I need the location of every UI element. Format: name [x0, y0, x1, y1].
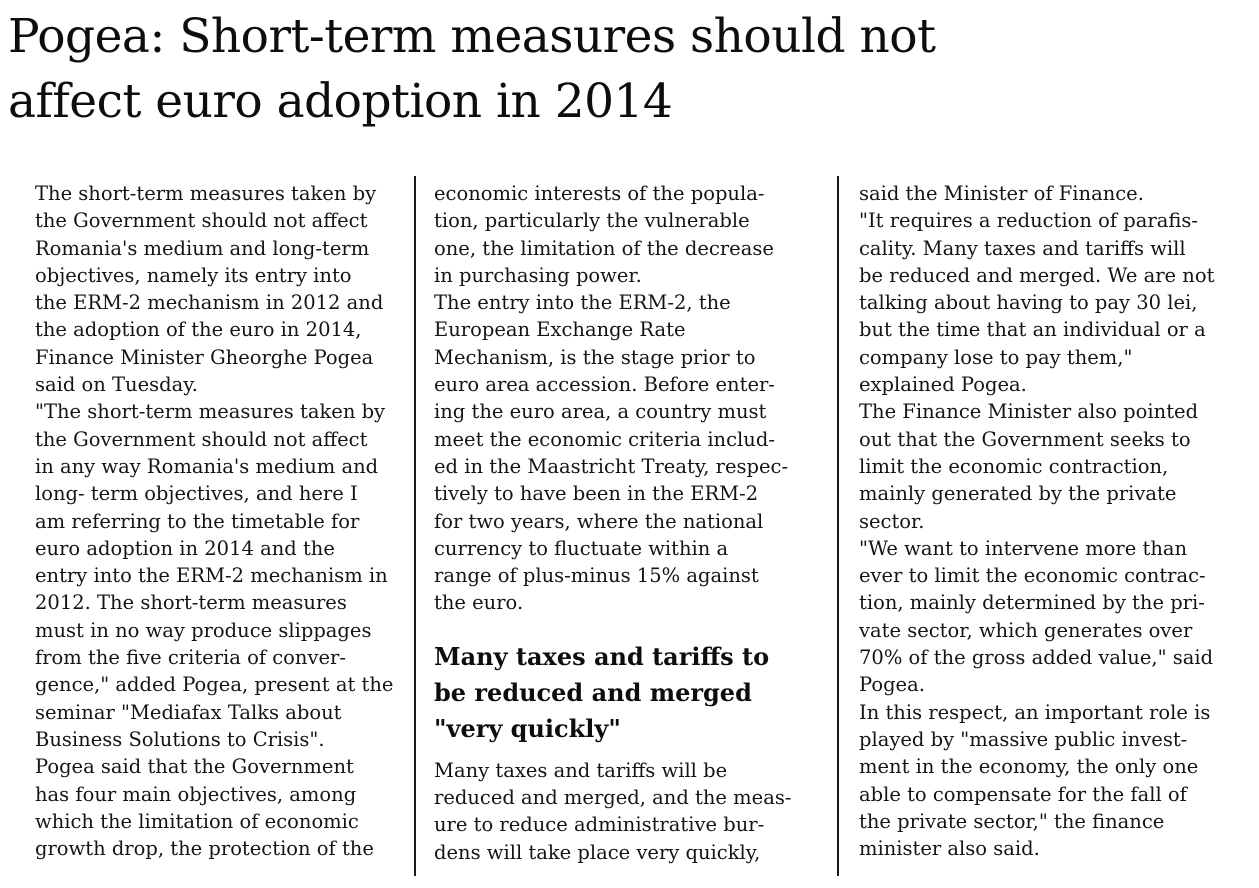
text-line: Pogea.: [859, 673, 925, 697]
text-line: euro adoption in 2014 and the: [35, 536, 335, 560]
text-line: but the time that an individual or a: [859, 318, 1206, 342]
text-line: minister also said.: [859, 837, 1040, 861]
text-line: the private sector," the finance: [859, 809, 1165, 833]
text-line: entry into the ERM-2 mechanism in: [35, 564, 388, 588]
text-line: in purchasing power.: [434, 263, 642, 287]
text-line: ment in the economy, the only one: [859, 755, 1199, 779]
text-line: tion, mainly determined by the pri-: [859, 591, 1205, 615]
text-line: ever to limit the economic contrac-: [859, 564, 1206, 588]
text-line: "It requires a reduction of parafis-: [859, 209, 1198, 233]
column-2-body-top: [434, 180, 818, 617]
text-line: ed in the Maastricht Treaty, respec-: [434, 454, 789, 478]
text-line: company lose to pay them,": [859, 345, 1133, 369]
text-line: out that the Government seeks to: [859, 427, 1191, 451]
text-line: euro area accession. Before enter-: [434, 373, 775, 397]
text-line: the Government should not affect: [35, 209, 368, 233]
text-line: economic interests of the popula-: [434, 182, 765, 205]
text-line: The Finance Minister also pointed: [859, 400, 1199, 424]
article-subheading: [434, 639, 818, 747]
text-line: talking about having to pay 30 lei,: [859, 291, 1198, 315]
text-line: tion, particularly the vulnerable: [434, 209, 750, 233]
text-line: from the five criteria of conver-: [35, 646, 346, 670]
text-line: meet the economic criteria includ-: [434, 427, 775, 451]
text-line: Romania's medium and long-term: [35, 236, 370, 260]
text-line: must in no way produce slippages: [35, 618, 372, 642]
text-line: dens will take place very quickly,: [434, 840, 761, 864]
text-line: "The short-term measures taken by: [35, 400, 386, 424]
text-line: "We want to intervene more than: [859, 536, 1188, 560]
text-line: am referring to the timetable for: [35, 509, 360, 533]
article-column-2: [434, 180, 818, 866]
text-line: The short-term measures taken by: [35, 182, 377, 205]
text-line: explained Pogea.: [859, 373, 1027, 397]
text-line: sector.: [859, 509, 925, 533]
headline-line-1: Pogea: Short-term measures should not: [8, 9, 936, 64]
text-line: Finance Minister Gheorghe Pogea: [35, 345, 374, 369]
text-line: currency to fluctuate within a: [434, 536, 729, 560]
text-line: 70% of the gross added value," said: [859, 646, 1214, 670]
text-line: the adoption of the euro in 2014,: [35, 318, 362, 342]
text-line: long- term objectives, and here I: [35, 482, 358, 506]
column-2-body-bottom: [434, 757, 818, 866]
text-line: said the Minister of Finance.: [859, 182, 1144, 205]
text-line: said on Tuesday.: [35, 373, 198, 397]
article-column-3: [859, 180, 1253, 862]
text-line: Many taxes and tariffs will be: [434, 758, 728, 782]
text-line: ing the euro area, a country must: [434, 400, 767, 424]
column-divider-1: [414, 176, 416, 876]
text-line: able to compensate for the fall of: [859, 782, 1187, 806]
text-line: limit the economic contraction,: [859, 454, 1169, 478]
text-line: tively to have been in the ERM-2: [434, 482, 759, 506]
text-line: in any way Romania's medium and: [35, 454, 379, 478]
text-line: Pogea said that the Government: [35, 755, 354, 779]
text-line: played by "massive public invest-: [859, 727, 1188, 751]
text-line: for two years, where the national: [434, 509, 764, 533]
text-line: has four main objectives, among: [35, 782, 357, 806]
subheading-line-2: be reduced and merged: [434, 677, 752, 707]
text-line: range of plus-minus 15% against: [434, 564, 759, 588]
text-line: The entry into the ERM-2, the: [434, 291, 731, 315]
headline-line-2: affect euro adoption in 2014: [8, 74, 673, 129]
text-line: the Government should not affect: [35, 427, 368, 451]
text-line: Business Solutions to Crisis".: [35, 727, 325, 751]
text-line: In this respect, an important role is: [859, 700, 1211, 724]
text-line: one, the limitation of the decrease: [434, 236, 774, 260]
text-line: 2012. The short-term measures: [35, 591, 347, 615]
text-line: seminar "Mediafax Talks about: [35, 700, 342, 724]
text-line: objectives, namely its entry into: [35, 263, 352, 287]
text-line: the ERM-2 mechanism in 2012 and: [35, 291, 384, 315]
text-line: growth drop, the protection of the: [35, 837, 374, 861]
text-line: be reduced and merged. We are not: [859, 263, 1215, 287]
text-line: European Exchange Rate: [434, 318, 686, 342]
text-line: the euro.: [434, 591, 524, 615]
subheading-line-1: Many taxes and tariffs to: [434, 641, 770, 671]
text-line: ure to reduce administrative bur-: [434, 813, 765, 837]
column-divider-2: [837, 176, 839, 876]
text-line: cality. Many taxes and tariffs will: [859, 236, 1186, 260]
text-line: vate sector, which generates over: [859, 618, 1193, 642]
text-line: mainly generated by the private: [859, 482, 1177, 506]
text-line: reduced and merged, and the meas-: [434, 786, 792, 810]
text-line: gence," added Pogea, present at the: [35, 673, 394, 697]
article-column-1: [35, 180, 407, 862]
text-line: Mechanism, is the stage prior to: [434, 345, 756, 369]
subheading-line-3: "very quickly": [434, 713, 621, 743]
article-headline: [8, 4, 1248, 134]
text-line: which the limitation of economic: [35, 809, 359, 833]
